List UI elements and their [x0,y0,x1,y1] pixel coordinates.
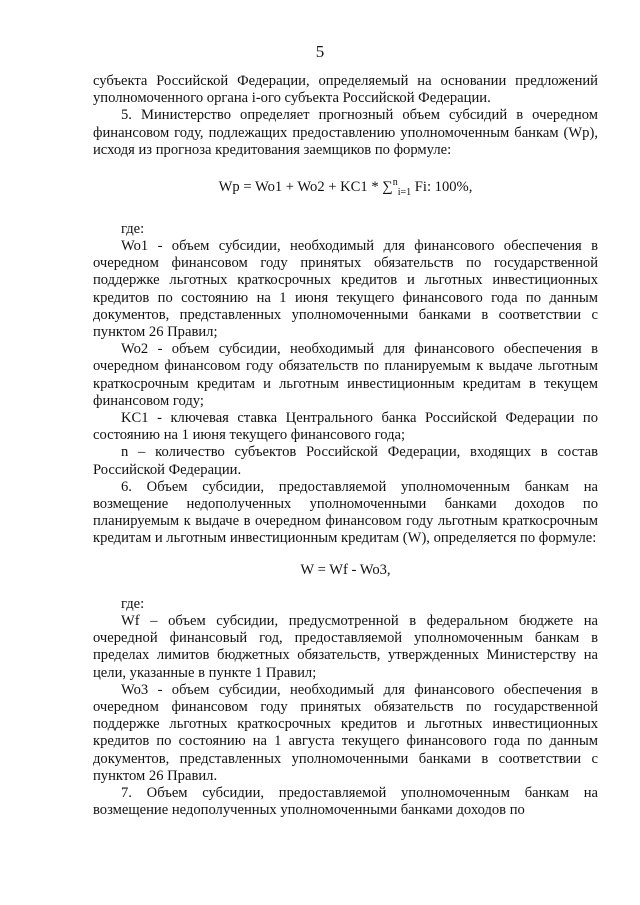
paragraph-7: 7. Объем субсидии, предоставляемой уполномоченным банкам на возмещение недополученных уполномоченными банками доходов по [93,785,598,819]
sum-upper-limit: n [392,177,398,189]
definition-wo1: Wo1 - объем субсидии, необходимый для финансового обеспечения в очередном финансовом году принятых обязательств по государственной поддержке льготных краткосрочных кредитов и льготных инвестиционных кредитов по состоянию на 1 июня текущего финансового года по данным документов, представленных уполномоченными банками в соответствии с пунктом 26 Правил; [93,237,598,340]
paragraph-6: 6. Объем субсидии, предоставляемой уполномоченным банкам на возмещение недополученных уполномоченными банками доходов по планируемым к выдаче в очередном финансовом году льготным краткосрочным кредитам и льготным инвестиционным кредитам (W), определяется по формуле: [93,478,598,547]
document-body [93,73,598,819]
definition-n: n – количество субъектов Российской Федерации, входящих в состав Российской Федерации. [93,444,598,478]
where-label-1: где: [121,220,145,237]
sum-operator [382,174,411,202]
formula-wp-left: Wp = Wo1 + Wo2 + KC1 * [218,179,383,196]
paragraph-continuation: субъекта Российской Федерации, определяемый на основании предложений уполномоченного органа i-ого субъекта Российской Федерации. [93,73,598,107]
formula-w: W = Wf - Wo3, [300,561,391,578]
sum-symbol: ∑ [382,178,393,195]
page-number: 5 [315,42,325,61]
where-label-2: где: [121,595,145,612]
definition-wo3: Wo3 - объем субсидии, необходимый для финансового обеспечения в очередном финансовом году принятых обязательств по государственной поддержке льготных краткосрочных кредитов и льготных инвестиционных кредитов по состоянию на 1 августа текущего финансового года по данным документов, представленных уполномоченными банками в соответствии с пунктом 26 Правил. [93,681,598,784]
definition-wf: Wf – объем субсидии, предусмотренной в федеральном бюджете на очередной финансовый год, предоставляемой уполномоченным банкам в пределах лимитов бюджетных обязательств, утвержденных Министерству на цели, указанные в пункте 1 Правил; [93,613,598,681]
definition-wo2: Wo2 - объем субсидии, необходимый для финансового обеспечения в очередном финансовом году обязательств по планируемым к выдаче льготным краткосрочным кредитам и льготным инвестиционным кредитам в текущем финансовом году; [93,341,598,409]
formula-wp [93,174,598,202]
sum-lower-limit: i=1 [397,186,412,198]
definition-kc1: KC1 - ключевая ставка Центрального банка Российской Федерации по состоянию на 1 июня текущего финансового года; [93,410,598,444]
formula-wp-right: Fi: 100%, [411,179,473,196]
paragraph-5: 5. Министерство определяет прогнозный объем субсидий в очередном финансовом году, подлежащих предоставлению уполномоченным банкам (Wp), исходя из прогноза кредитования заемщиков по формуле: [93,107,598,158]
